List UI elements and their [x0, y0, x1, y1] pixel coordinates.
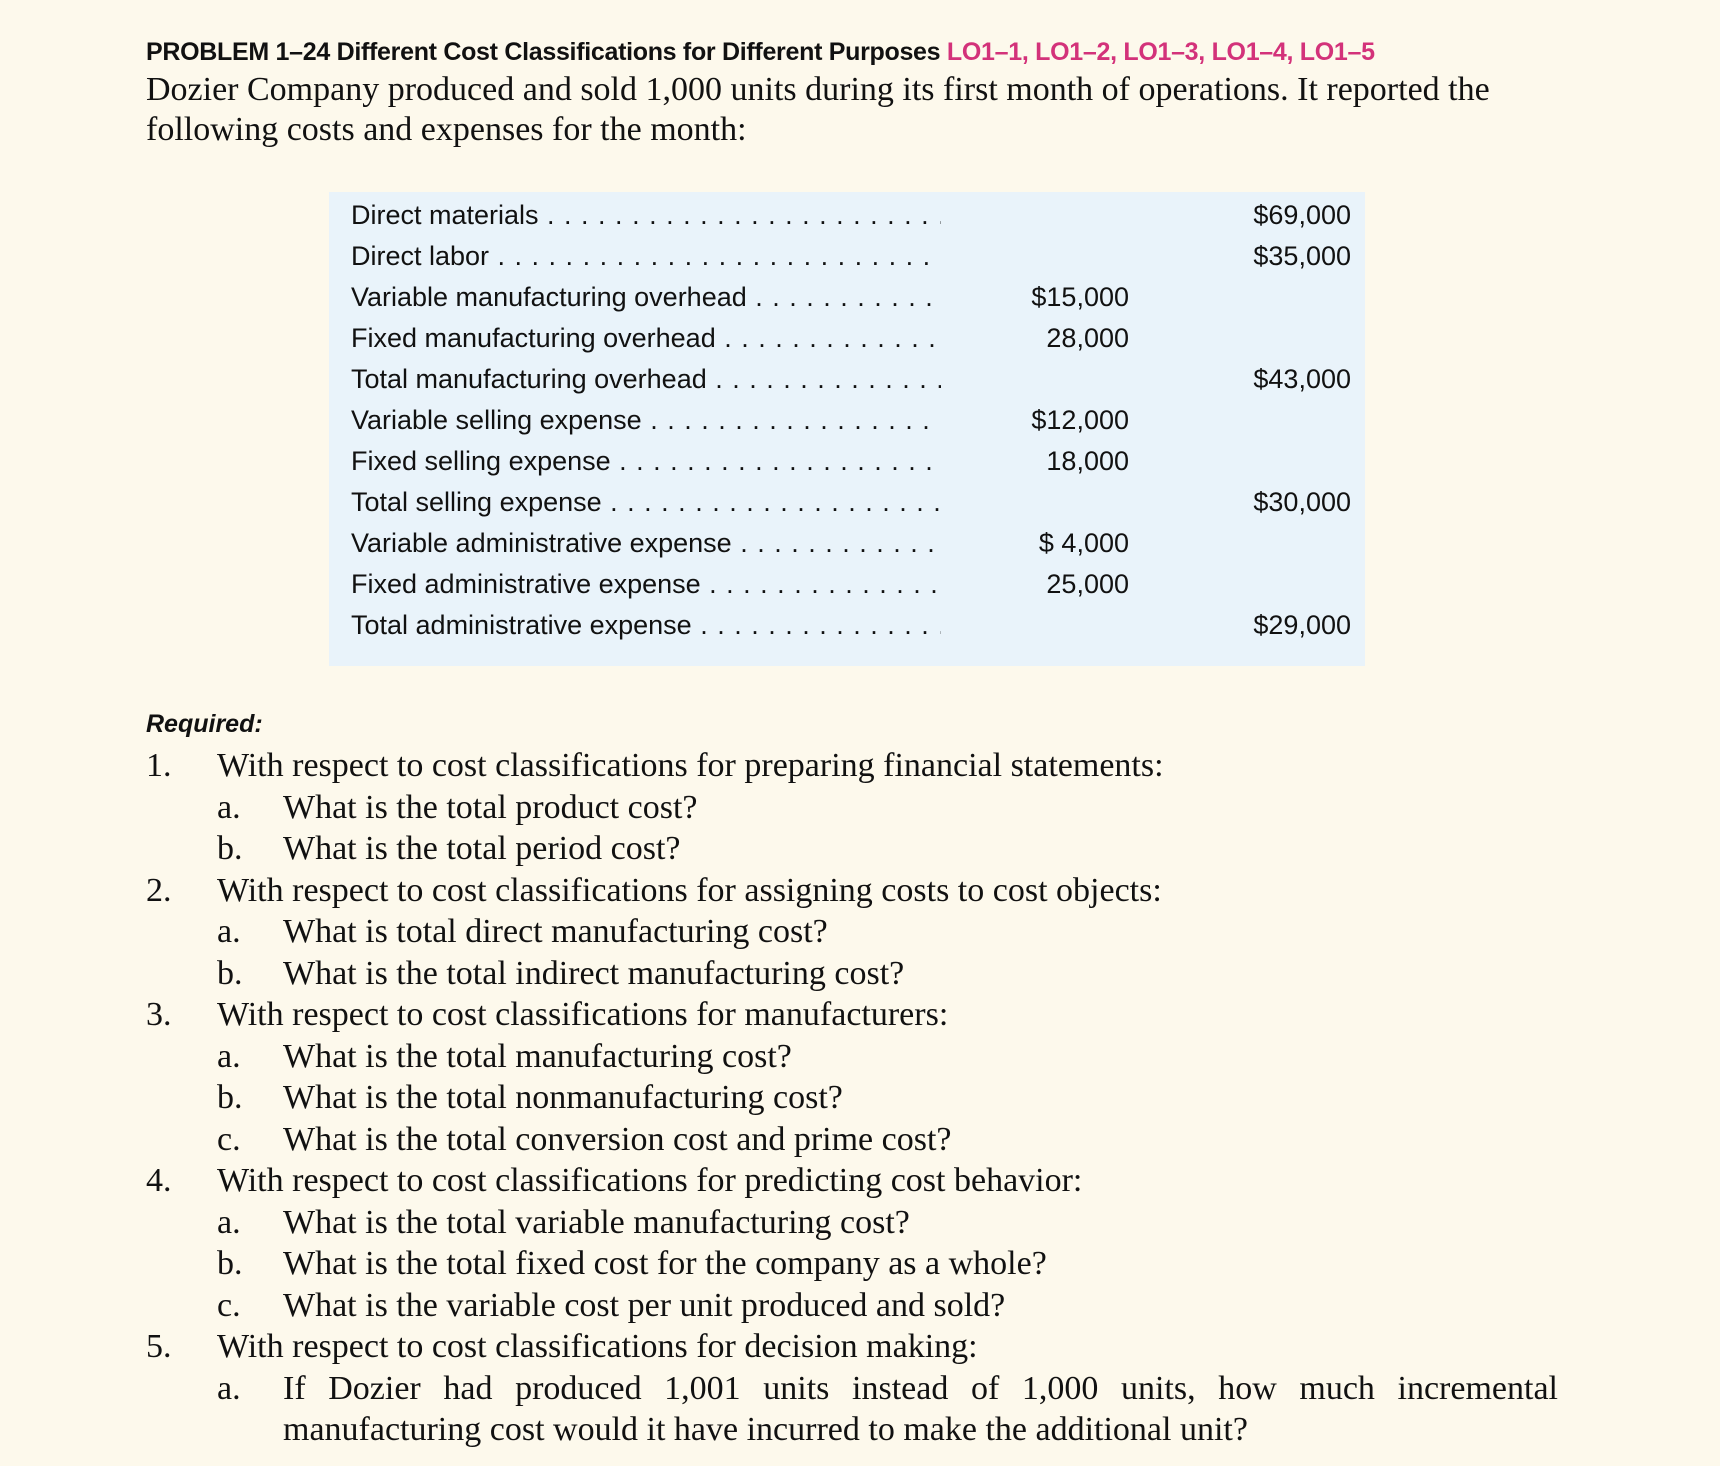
sub-question-letter: a. — [217, 1369, 241, 1407]
sub-question-text: What is the total manufacturing cost? — [283, 1037, 792, 1075]
cost-total: $29,000 — [1253, 610, 1351, 640]
sub-question — [146, 1285, 1693, 1327]
cost-row — [351, 278, 1351, 319]
question-text: With respect to cost classifications for preparing financial statements: — [217, 747, 1164, 784]
question-number: 2. — [146, 871, 172, 909]
sub-question — [146, 787, 1693, 829]
sub-question-text: What is the total indirect manufacturing cost? — [283, 954, 905, 992]
cost-total: $43,000 — [1253, 364, 1351, 394]
sub-question-letter: c. — [217, 1286, 241, 1324]
cost-total: $35,000 — [1253, 241, 1351, 271]
cost-subtotal: 28,000 — [1046, 323, 1129, 353]
sub-question — [146, 1119, 1693, 1161]
sub-question-text: What is the total nonmanufacturing cost? — [283, 1079, 843, 1116]
question-number: 5. — [146, 1328, 172, 1365]
required-questions — [146, 745, 1558, 1451]
cost-label: Direct materials . . . — [351, 200, 941, 231]
cost-subtotal: $15,000 — [1031, 282, 1129, 312]
cost-row — [351, 196, 1351, 237]
question — [146, 745, 1546, 787]
cost-label: Variable administrative expense . . . — [351, 528, 941, 559]
cost-label: Fixed selling expense . . . — [351, 446, 941, 477]
cost-subtotal: 18,000 — [1046, 446, 1129, 476]
question-number: 3. — [146, 996, 172, 1033]
sub-question-letter: a. — [217, 913, 241, 950]
problem-header — [146, 38, 1566, 150]
cost-total: $69,000 — [1253, 200, 1351, 230]
sub-question — [146, 953, 1693, 995]
sub-question-text: What is the total fixed cost for the company as a whole? — [283, 1245, 1047, 1282]
sub-question-text: What is the variable cost per unit produced and sold? — [283, 1286, 1006, 1324]
question-text: With respect to cost classifications for assigning costs to cost objects: — [217, 871, 1162, 909]
sub-question-text: What is the total period cost? — [283, 830, 681, 867]
sub-question-letter: c. — [217, 1120, 241, 1158]
sub-question — [146, 1243, 1693, 1285]
cost-label: Total administrative expense . . . — [351, 610, 941, 641]
question — [146, 1160, 1546, 1202]
problem-intro: Dozier Company produced and sold 1,000 units during its first month of operations. It reported the following costs and expenses for the month: — [146, 71, 1490, 148]
cost-row — [351, 606, 1351, 647]
cost-label: Fixed manufacturing overhead . . . — [351, 323, 941, 354]
sub-question-text: What is the total conversion cost and prime cost? — [283, 1120, 952, 1158]
sub-question-text: If Dozier had produced 1,001 units instead of 1,000 units, how much incremental manufacturing cost would it have incurred to make the additional unit? — [283, 1369, 1558, 1448]
learning-objectives: LO1–1, LO1–2, LO1–3, LO1–4, LO1–5 — [946, 38, 1375, 66]
question-text: With respect to cost classifications for predicting cost behavior: — [217, 1162, 1083, 1199]
problem-label: PROBLEM 1–24 Different Cost Classifications for Different Purposes — [146, 38, 941, 66]
sub-question-text: What is total direct manufacturing cost? — [283, 913, 828, 950]
cost-label: Direct labor . . . — [351, 241, 941, 272]
required-heading: Required: — [146, 710, 263, 738]
sub-question — [146, 1077, 1693, 1119]
sub-question-letter: a. — [217, 1037, 241, 1075]
sub-question — [146, 1036, 1693, 1078]
question-number: 4. — [146, 1162, 172, 1199]
cost-row — [351, 565, 1351, 606]
sub-question — [146, 911, 1693, 953]
sub-question-letter: b. — [217, 830, 243, 867]
question — [146, 1326, 1546, 1368]
sub-question-letter: a. — [217, 1203, 241, 1241]
cost-subtotal: 25,000 — [1046, 569, 1129, 599]
problem-title — [146, 38, 1566, 67]
sub-question-letter: a. — [217, 788, 241, 826]
cost-row — [351, 360, 1351, 401]
sub-question-text: What is the total variable manufacturing cost? — [283, 1203, 910, 1241]
cost-label: Total selling expense . . . — [351, 487, 941, 518]
sub-question-letter: b. — [217, 954, 243, 992]
sub-question-letter: b. — [217, 1245, 243, 1282]
cost-table — [329, 192, 1365, 666]
cost-row — [351, 483, 1351, 524]
question-number: 1. — [146, 747, 172, 784]
question — [146, 870, 1546, 912]
cost-subtotal: $ 4,000 — [1038, 528, 1129, 558]
cost-row — [351, 401, 1351, 442]
sub-question — [146, 828, 1693, 870]
cost-label: Total manufacturing overhead . . . — [351, 364, 941, 395]
cost-total: $30,000 — [1253, 487, 1351, 517]
question-text: With respect to cost classifications for manufacturers: — [217, 996, 949, 1033]
cost-row — [351, 524, 1351, 565]
sub-question-letter: b. — [217, 1079, 243, 1116]
cost-label: Variable selling expense . . . — [351, 405, 941, 436]
cost-row — [351, 442, 1351, 483]
question-text: With respect to cost classifications for decision making: — [217, 1328, 978, 1365]
cost-label: Variable manufacturing overhead . . . — [351, 282, 941, 313]
sub-question — [146, 1368, 1693, 1451]
cost-row — [351, 319, 1351, 360]
cost-label: Fixed administrative expense . . . — [351, 569, 941, 600]
question — [146, 994, 1546, 1036]
cost-row — [351, 237, 1351, 278]
sub-question-text: What is the total product cost? — [283, 788, 698, 826]
cost-subtotal: $12,000 — [1031, 405, 1129, 435]
sub-question — [146, 1202, 1693, 1244]
